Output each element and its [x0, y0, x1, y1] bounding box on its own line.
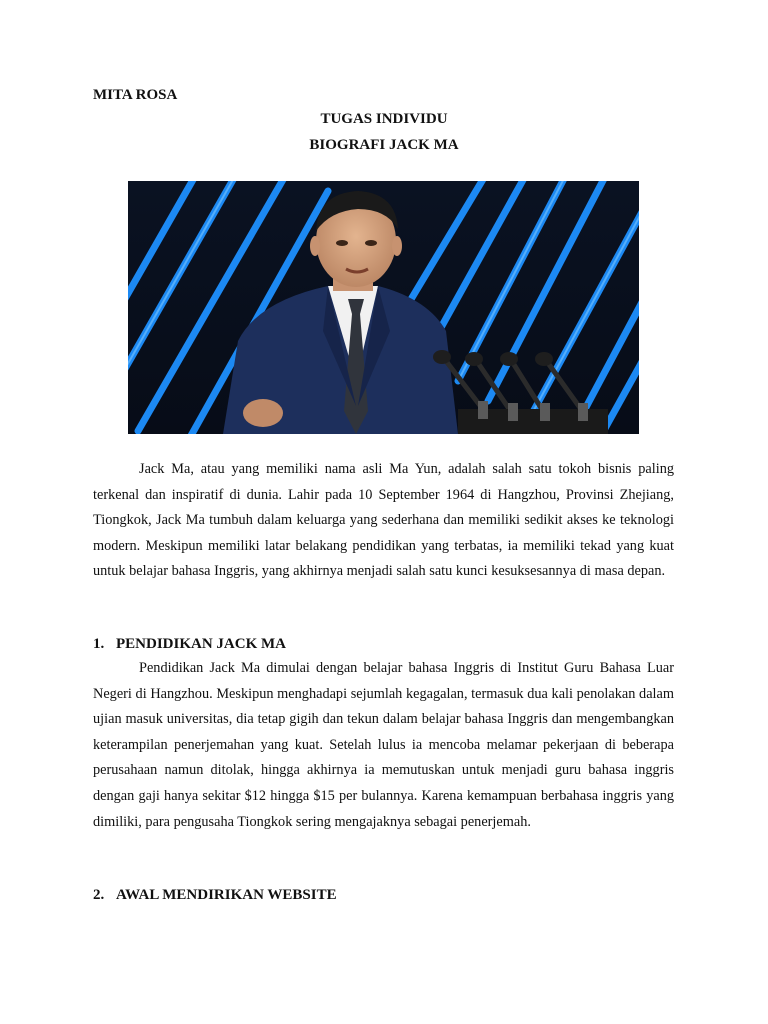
author-name: MITA ROSA	[93, 87, 178, 103]
section-number: 1.	[93, 636, 105, 652]
document-subtitle: BIOGRAFI JACK MA	[309, 137, 459, 153]
intro-paragraph: Jack Ma, atau yang memiliki nama asli Ma Yun, adalah salah satu tokoh bisnis paling terkenal dan inspiratif di dunia. Lahir pada 10 September 1964 di Hangzhou, Provinsi Zhejiang, Tiongkok, Jack Ma tumbuh dalam keluarga yang sederhana dan memiliki sedikit akses ke teknologi modern. Meskipun memiliki latar belakang pendidikan yang terbatas, ia memiliki tekad yang kuat untuk belajar bahasa Inggris, yang akhirnya menjadi salah satu kunci kesuksesannya di masa depan.	[93, 461, 674, 580]
section-paragraph-1: Pendidikan Jack Ma dimulai dengan belajar bahasa Inggris di Institut Guru Bahasa Luar Negeri di Hangzhou. Meskipun menghadapi sejumlah kegagalan, termasuk dua kali penolakan dalam ujian masuk universitas, dia tetap gigih dan tekun dalam belajar bahasa Inggris dan mengembangkan keterampilan penerjemahan yang kuat. Setelah lulus ia mencoba melamar pekerjaan di beberapa perusahaan namun ditolak, hingga akhirnya ia memutuskan untuk menjadi guru bahasa inggris dengan gaji hanya sekitar $12 hingga $15 per bulannya. Karena kemampuan berbahasa inggris yang dimiliki, para pengusaha Tiongkok sering mengajaknya sebagai penerjemah.	[93, 660, 674, 830]
section-number: 2.	[93, 887, 105, 903]
section-title: PENDIDIKAN JACK MA	[116, 636, 286, 652]
jack-ma-photo	[128, 181, 639, 434]
section-title: AWAL MENDIRIKAN WEBSITE	[116, 887, 337, 903]
section-heading-2	[93, 887, 337, 904]
document-title: TUGAS INDIVIDU	[320, 111, 448, 127]
section-heading-1	[93, 636, 286, 653]
